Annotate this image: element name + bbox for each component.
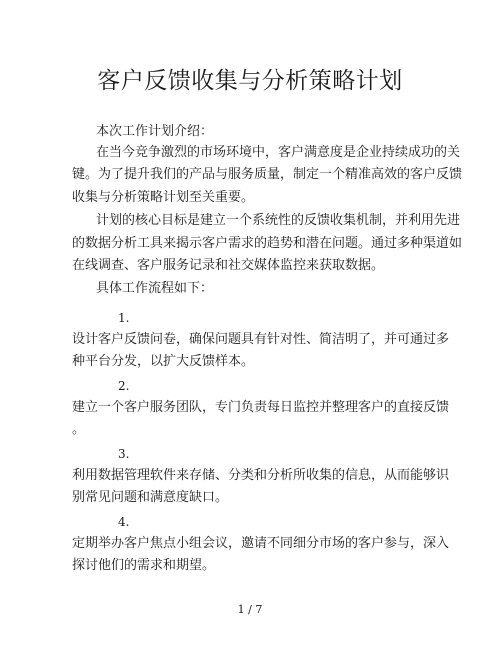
step-number: 2. <box>118 379 130 393</box>
process-heading: 具体工作流程如下： <box>96 281 214 296</box>
paragraph-2-line-1: 计划的核心目标是建立一个系统性的反馈收集机制，并利用先进 <box>96 213 461 228</box>
step-number: 4. <box>118 515 130 529</box>
paragraph-2-line-3: 在线调查、客户服务记录和社交媒体监控来获取数据。 <box>72 258 385 273</box>
paragraph-1-line-2: 键。为了提升我们的产品与服务质量，制定一个精准高效的客户反馈 <box>72 167 463 182</box>
step-line-2: 种平台分发，以扩大反馈样本。 <box>72 354 255 369</box>
step-line-2: 别常见问题和满意度缺口。 <box>72 490 229 505</box>
step-line-1: 定期举办客户焦点小组会议，邀请不同细分市场的客户参与，深入 <box>72 536 450 551</box>
step-line-2: 。 <box>72 422 86 437</box>
step-line-1: 设计客户反馈问卷，确保问题具有针对性、简洁明了，并可通过多 <box>72 332 450 347</box>
step-line-1: 利用数据管理软件来存储、分类和分析所收集的信息，从而能够识 <box>72 468 450 483</box>
page-indicator: 1 / 7 <box>237 603 263 616</box>
document-title: 客户反馈收集与分析策略计划 <box>97 68 403 94</box>
step-number: 3. <box>118 447 130 461</box>
intro-heading: 本次工作计划介绍： <box>96 124 214 139</box>
paragraph-1-line-3: 收集与分析策略计划至关重要。 <box>72 190 255 205</box>
paragraph-2-line-2: 的数据分析工具来揭示客户需求的趋势和潜在问题。通过多种渠道如 <box>72 236 463 251</box>
paragraph-1-line-1: 在当今竞争激烈的市场环境中，客户满意度是企业持续成功的关 <box>96 145 461 160</box>
step-number: 1. <box>118 311 130 325</box>
step-line-2: 探讨他们的需求和期望。 <box>72 558 216 573</box>
step-line-1: 建立一个客户服务团队，专门负责每日监控并整理客户的直接反馈 <box>72 400 450 415</box>
